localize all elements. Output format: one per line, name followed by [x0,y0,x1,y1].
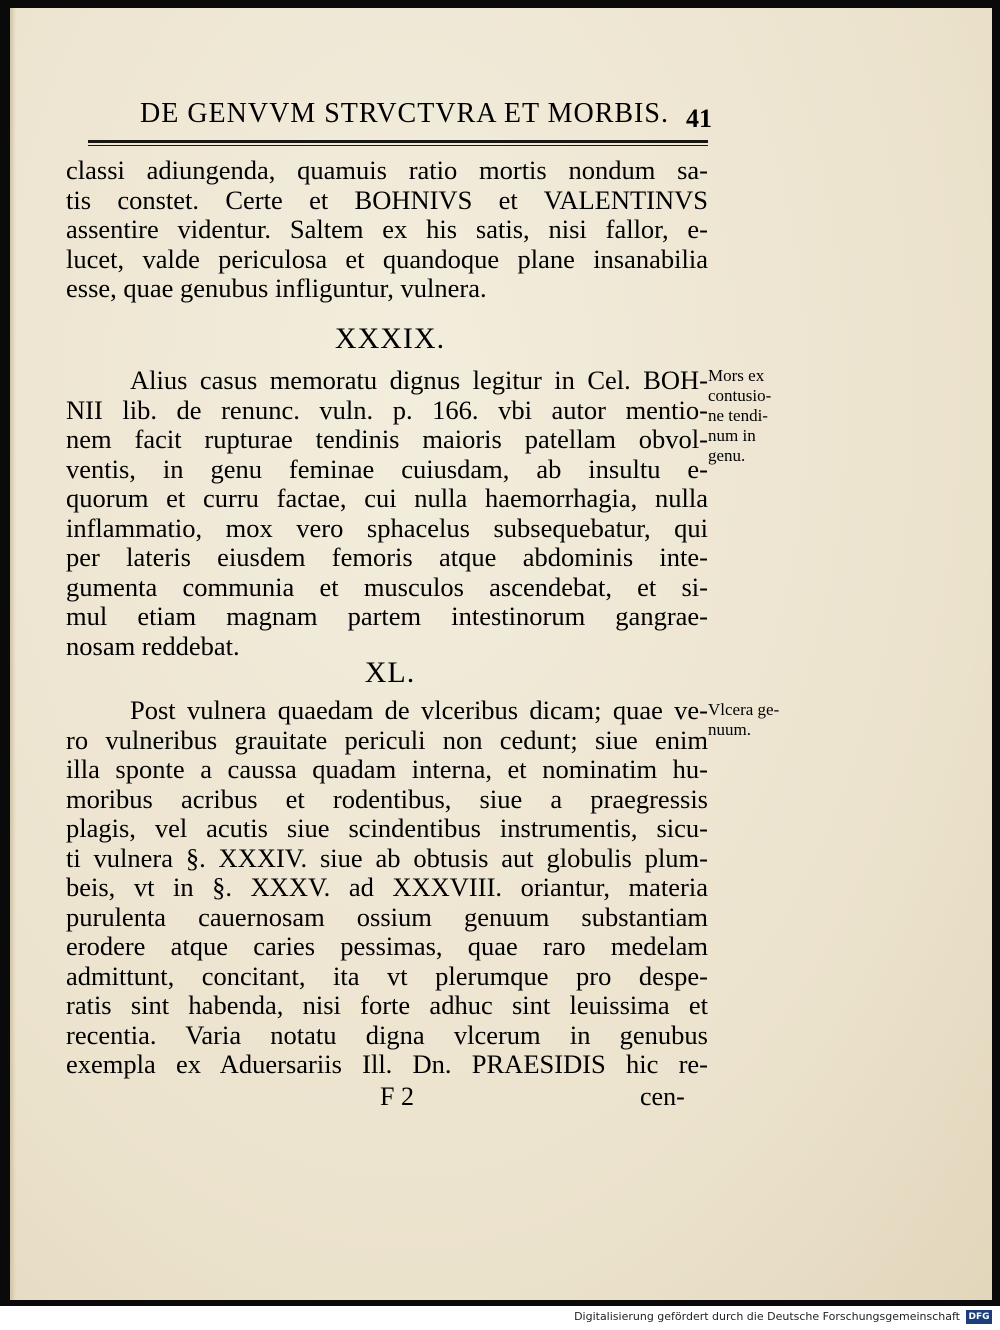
margin-note-line: nuum. [708,720,751,739]
text-line: ti vulnera §. XXXIV. siue ab obtusis aut globulis plum- [66,842,708,873]
margin-note-line: num in [708,426,756,445]
page-gutter-shadow [10,8,16,1300]
catchword: cen- [640,1082,685,1111]
text-line: classi adiungenda, quamuis ratio mortis nondum sa- [66,155,708,185]
text-line: mul etiam magnam partem intestinorum gangrae- [66,601,708,631]
running-title: DE GENVVM STRVCTVRA ET MORBIS. [140,98,669,129]
text-line: tis constet. Certe et BOHNIVS et VALENTINVS [66,184,708,215]
signature-mark: F 2 [380,1082,414,1111]
text-line: inflammatio, mox vero sphacelus subsequebatur, qui [66,512,708,543]
dfg-logo-icon: DFG [966,1310,992,1324]
margin-note-line: Vlcera ge- [708,700,780,719]
header-rule-thin [88,145,708,146]
paragraph-continuation [66,156,708,304]
margin-note-line: ne tendi- [708,406,768,425]
text-line: illa sponte a caussa quadam interna, et nominatim hu- [66,754,708,784]
margin-note-xxxix [708,366,798,466]
text-line: exempla ex Aduersariis Ill. Dn. PRAESIDIS hic re- [66,1049,708,1079]
text-line: Alius casus memoratu dignus legitur in Cel. BOH- [130,365,708,395]
section-xxxix-body [66,366,708,661]
section-numeral-xl: XL. [364,656,416,689]
text-line: plagis, vel acutis siue scindentibus instrumentis, sicu- [66,813,708,843]
text-line: quorum et curru factae, cui nulla haemorrhagia, nulla [66,483,708,513]
text-line: esse, quae genubus infliguntur, vulnera. [66,273,487,303]
page-number: 41 [686,104,712,133]
text-line: ro vulneribus grauitate periculi non cedunt; siue enim [66,724,708,755]
header-rule [88,140,708,143]
text-line: moribus acribus et rodentibus, siue a praegressis [66,783,708,814]
text-line: recentia. Varia notatu digna vlcerum in genubus [66,1019,708,1050]
text-line: purulenta cauernosam ossium genuum substantiam [66,901,708,932]
text-line: per lateris eiusdem femoris atque abdominis inte- [66,542,708,572]
text-line: nosam reddebat. [66,630,240,661]
margin-note-line: contusio- [708,386,772,405]
margin-note-line: Mors ex [708,366,765,385]
section-numeral-xxxix: XXXIX. [334,322,446,355]
text-line: erodere atque caries pessimas, quae raro medelam [66,931,708,961]
margin-note-xl [708,700,798,740]
text-line: admittunt, concitant, ita vt plerumque pro despe- [66,960,708,991]
margin-note-line: genu. [708,446,746,465]
text-line: ventis, in genu feminae cuiusdam, ab insultu e- [66,453,708,484]
text-line: NII lib. de renunc. vuln. p. 166. vbi autor mentio- [66,394,708,425]
section-xl-body [66,696,708,1080]
text-line: Post vulnera quaedam de vlceribus dicam; quae ve- [130,695,708,725]
text-line: assentire videntur. Saltem ex his satis, nisi fallor, e- [66,214,708,244]
text-line: ratis sint habenda, nisi forte adhuc sint leuissima et [66,990,708,1020]
digitization-credit: Digitalisierung gefördert durch die Deutsche Forschungsgemeinschaft [574,1310,960,1323]
text-line: beis, vt in §. XXXV. ad XXXVIII. oriantur, materia [66,872,708,902]
text-line: gumenta communia et musculos ascendebat, et si- [66,571,708,602]
text-line: nem facit rupturae tendinis maioris patellam obvol- [66,424,708,454]
text-line: lucet, valde periculosa et quandoque plane insanabilia [66,243,708,274]
